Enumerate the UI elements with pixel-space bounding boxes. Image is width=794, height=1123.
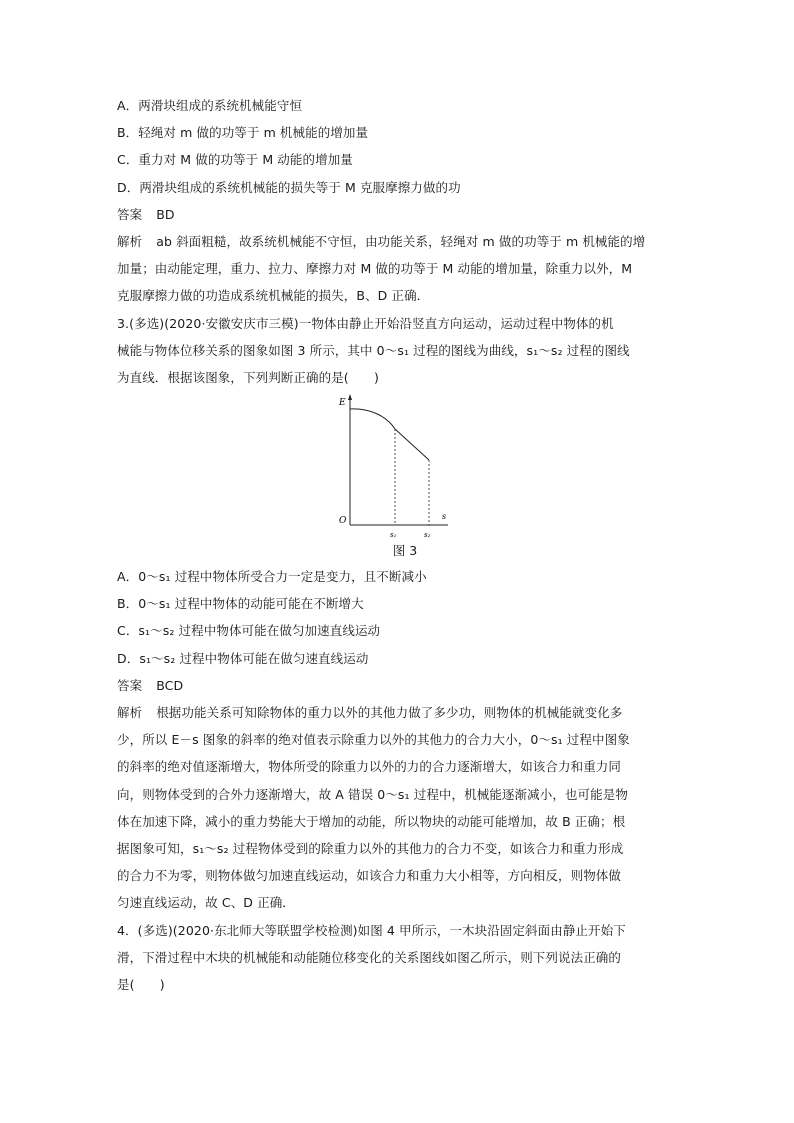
origin-label: O [339,516,347,527]
y-axis-label: E [339,398,346,409]
stem-line: 械能与物体位移关系的图象如图 3 所示，其中 0～s₁ 过程的图线为曲线，s₁～s₂ 过程的图线 [117,342,630,358]
q3-analysis [117,699,687,917]
stem-line: 4．(多选)(2020·东北师大等联盟学校检测)如图 4 甲所示，一木块沿固定斜面由静止开始下 [117,922,626,938]
q2-options [117,92,687,201]
q3-options [117,563,687,672]
q3-option-a: A．0～s₁ 过程中物体所受合力一定是变力，且不断减小 [117,569,427,585]
answer-label: 答案 [117,677,143,693]
analysis-line: 的合力不为零，则物体做匀加速直线运动，如该合力和重力大小相等，方向相反，则物体做 [117,868,622,884]
analysis-line: 少，所以 E－s 图象的斜率的绝对值表示除重力以外的其他力的合力大小，0～s₁ 过程中图象 [117,732,630,748]
q3-figure [117,391,687,540]
y-axis-arrow [348,394,352,400]
q3-option-b: B．0～s₁ 过程中物体的动能可能在不断增大 [117,596,364,612]
analysis-line: 匀速直线运动，故 C、D 正确． [117,895,295,911]
stem-line: 是( ) [117,976,165,992]
analysis-line: 据图象可知，s₁～s₂ 过程物体受到的除重力以外的其他力的合力不变，如该合力和重力形成 [117,840,624,856]
analysis-line: 体在加速下降，减小的重力势能大于增加的动能，所以物块的动能可能增加，故 B 正确；根 [117,813,626,829]
document-page [117,92,687,998]
q3-stem [117,310,687,392]
tick-label-s2: s₂ [424,531,431,540]
answer-label: 答案 [117,206,143,222]
analysis-line: 克服摩擦力做的功造成系统机械能的损失，B、D 正确． [117,288,430,304]
q2-option-c: C．重力对 M 做的功等于 M 动能的增加量 [117,152,353,168]
q2-answer [117,201,687,228]
analysis-line: 的斜率的绝对值逐渐增大，物体所受的除重力以外的力的合力逐渐增大，如该合力和重力同 [117,759,622,775]
analysis-label: 解析 [117,233,143,249]
q2-option-a: A．两滑块组成的系统机械能守恒 [117,98,303,113]
analysis-text: 根据功能关系可知除物体的重力以外的其他力做了多少功，则物体的机械能就变化多 [156,705,623,720]
stem-line: 为直线．根据该图象，下列判断正确的是( ) [117,369,379,385]
q2-option-d: D．两滑块组成的系统机械能的损失等于 M 克服摩擦力做的功 [117,179,461,195]
figure-caption: 图 3 [392,543,418,559]
analysis-line: 向，则物体受到的合外力逐渐增大，故 A 错误 0～s₁ 过程中，机械能逐渐减小，也可能是物 [117,786,628,802]
analysis-text: ab 斜面粗糙，故系统机械能不守恒，由功能关系，轻绳对 m 做的功等于 m 机械能的增 [156,233,646,249]
q3-option-c: C．s₁～s₂ 过程中物体可能在做匀加速直线运动 [117,623,381,639]
stem-line: 滑，下滑过程中木块的机械能和动能随位移变化的关系图线如图乙所示，则下列说法正确的 [117,949,622,965]
analysis-line: 加量；由动能定理，重力、拉力、摩擦力对 M 做的功等于 M 动能的增加量，除重力以外，M [117,261,633,277]
analysis-line [117,699,687,726]
analysis-line [117,228,687,255]
q2-option-b: B．轻绳对 m 做的功等于 m 机械能的增加量 [117,125,369,141]
answer-value: BD [156,206,175,222]
tick-label-s1: s₁ [390,531,397,540]
curve-segment [350,409,395,429]
analysis-label: 解析 [117,705,143,720]
x-axis-label: s [442,512,447,522]
q3-answer [117,672,687,699]
q4-stem [117,917,687,999]
q3-option-d: D．s₁～s₂ 过程中物体可能在做匀速直线运动 [117,650,369,666]
stem-line: 3.(多选)(2020·安徽安庆市三模)一物体由静止开始沿竖直方向运动，运动过程中物体的机 [117,315,614,331]
answer-value: BCD [156,677,184,693]
straight-segment [395,429,429,460]
q2-analysis [117,228,687,310]
energy-displacement-graph [338,391,458,540]
